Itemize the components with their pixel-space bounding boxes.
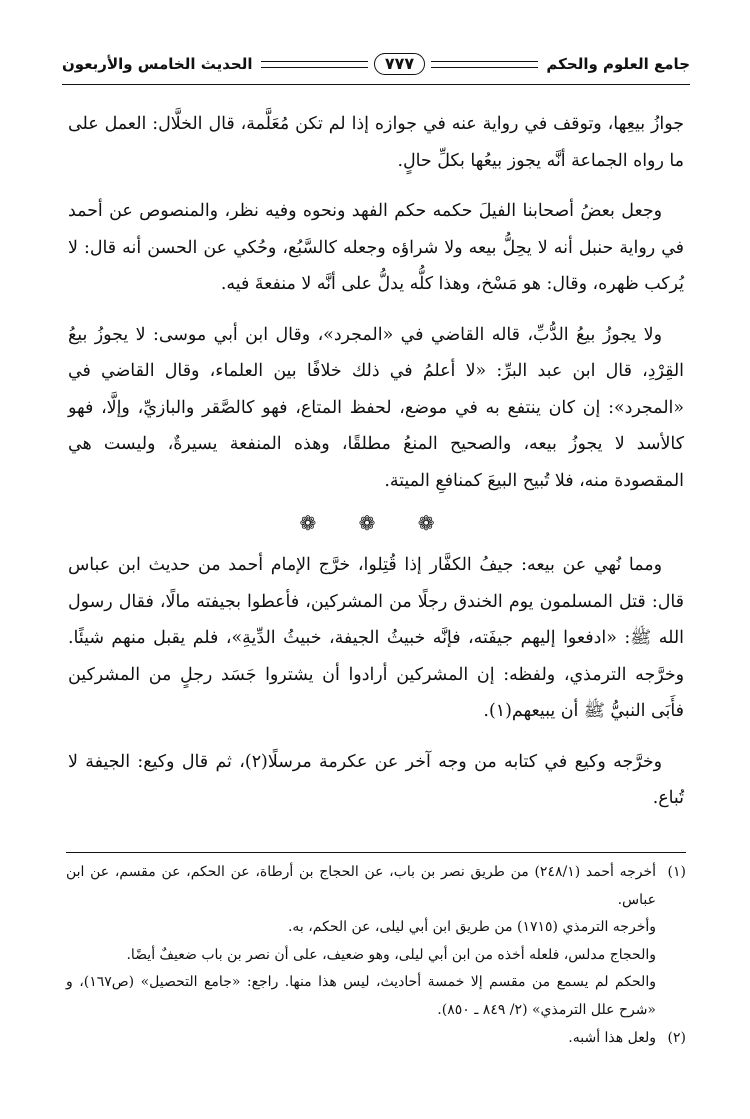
footnote-line: وأخرجه الترمذي (١٧١٥) من طريق ابن أبي ليلى، عن الحكم، به. — [287, 919, 656, 936]
main-text — [68, 106, 684, 831]
header-rule-left — [261, 61, 368, 68]
paragraph: جوازُ بيعِها، وتوقف في رواية عنه في جوازه إذا لم تكن مُعَلَّمة، قال الخلَّال: العمل على ما رواه الجماعة أنَّه يجوز بيعُها بكلِّ حالٍ. — [68, 114, 684, 171]
paragraph: ومما نُهي عن بيعه: جيفُ الكفَّار إذا قُتِلوا، خرَّج الإمام أحمد من حديث ابن عباس قال: قتل المسلمون يوم الخندق رجلًا من المشركين، فأعطوا بجيفته مالًا، فقال رسول الله ﷺ: «ادفعوا إليهم جيفَته، فإنَّه خبيثُ الجيفة، خبيثُ الدِّيةِ»، فلم يقبل منهم شيئًا. وخرَّجه الترمذي، ولفظه: إن المشركين أرادوا أن يشتروا جَسَد رجلٍ من المشركين فأَبَى النبيُّ ﷺ أن يبيعهم(١). — [68, 555, 684, 721]
header-page-number-group — [261, 53, 539, 75]
footnote-line: ولعل هذا أشبه. — [568, 1029, 656, 1046]
paragraph: وجعل بعضُ أصحابنا الفيلَ حكمه حكم الفهد ونحوه وفيه نظر، والمنصوص عن أحمد في رواية حنبل أنه لا يحِلُّ بيعه ولا شراؤه وجعله كالسَّبُع، وحُكي عن الحسن أنه قال: لا يُركب ظهره، وقال: هو مَسْخ، وهذا كلُّه يدلُّ على أنَّه لا منفعةَ فيه. — [68, 201, 684, 294]
running-header — [62, 46, 690, 82]
footnotes — [66, 852, 686, 1052]
paragraph: ولا يجوزُ بيعُ الدُّبِّ، قاله القاضي في «المجرد»، وقال ابن أبي موسى: لا يجوزُ بيعُ القِرْدِ، قال ابن عبد البرِّ: «لا أعلمُ في ذلك خلافًا بين العلماء، وقال القاضي في «المجرد»: إن كان ينتفع به في موضع، لحفظ المتاع، فهو كالصَّقر والبازيِّ، وإلَّا، فهو كالأسد لا يجوزُ بيعه، والصحيح المنعُ مطلقًا، وهذه المنفعة يسيرةٌ، وليست هي المقصودة منه، فلا تُبيح البيعَ كمنافعِ الميتة. — [68, 324, 684, 491]
header-book-title: جامع العلوم والحكم — [546, 55, 690, 73]
page-number: ٧٧٧ — [374, 53, 425, 75]
header-divider — [62, 84, 690, 85]
header-section-title: الحديث الخامس والأربعون — [62, 55, 253, 73]
footnote-line: والحكم لم يسمع من مقسم إلا خمسة أحاديث، ليس هذا منها. راجع: «جامع التحصيل» (ص١٦٧)، و «شرح علل الترمذي» (٢/ ٨٤٩ ـ ٨٥٠). — [66, 974, 656, 1018]
footnote-line: أخرجه أحمد (٢٤٨/١) من طريق نصر بن باب، عن الحجاج بن أرطاة، عن الحكم، عن مقسم، عن ابن عباس. — [66, 864, 656, 908]
footnote-number: (١) — [667, 864, 686, 880]
footnote — [66, 1025, 686, 1053]
section-separator-ornament: ❁ ❁ ❁ — [299, 511, 453, 535]
paragraph: وخرَّجه وكيع في كتابه من وجه آخر عن عكرمة مرسلًا(٢)، ثم قال وكيع: الجيفة لا تُباع. — [68, 751, 684, 808]
footnote-number: (٢) — [667, 1029, 686, 1046]
footnote — [66, 859, 686, 914]
header-rule-right — [431, 61, 538, 68]
footnote-line: والحجاج مدلس، فلعله أخذه من ابن أبي ليلى، وهو ضعيف، على أن نصر بن باب ضعيفٌ أيضًا. — [126, 946, 656, 963]
